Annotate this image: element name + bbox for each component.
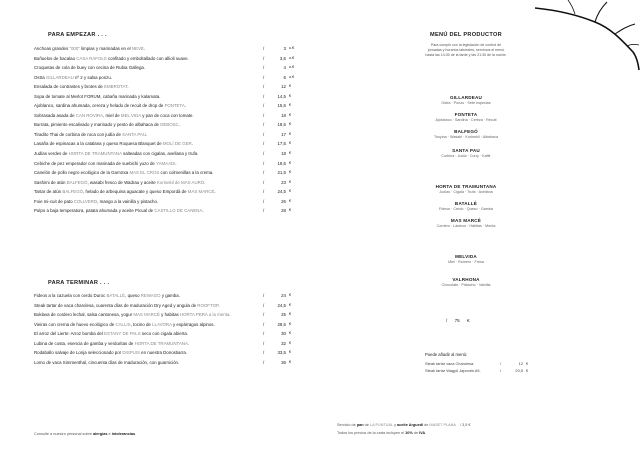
menu-item-currency: €: [289, 189, 292, 194]
menu-item: Vieiras con crema de huevo ecológico de CALLIS, tocino de LLAVORA y espárragos alpinos. / 28,5 €: [34, 320, 290, 330]
producer-horta-de-tramuntana: [412, 184, 520, 195]
menu-item-currency: €: [289, 131, 292, 136]
menu-item: Judías verdes de HORTA DE TRAMUNTANA salteadas con cigalas, avellana y trufa. / 18 €: [34, 149, 290, 159]
producer-menu-intro-1: Para cumplir con la legislación de control de: [430, 43, 502, 47]
menu-item-name: Cebiche de pez emperador con marinada de suebichi yuzo de YAMAADI.: [34, 160, 177, 166]
menu-item-currency: €: [289, 208, 292, 213]
menu-item: Croquetas de cola de buey con cecina de Rubia Gallega. / 4 u.€: [34, 63, 290, 73]
producer-desc: Chocolate · Pistacho · Vainilla: [441, 283, 491, 287]
addon-wagyu: Steak tartar Wagyū Japonés A5. / 20,5 €: [425, 368, 529, 373]
menu-item: Tartar de atún BALFEGÓ, helado de arbequina aguacate y queso Empordà de MAS MARCÉ. / 24,5 €: [34, 187, 290, 197]
addon-currency: €: [526, 361, 529, 366]
menu-item: Lomo de vaca Simmenthal, cincuenta días de maduración, con guarnición. / 36 €: [34, 358, 290, 368]
menu-item-currency: €: [289, 84, 292, 89]
starters-title: PARA EMPEZAR . . .: [48, 32, 107, 38]
menu-item-price: 14,5: [277, 93, 286, 99]
producer-desc: Ajoblanco · Sardina · Cereza · Recuit: [435, 118, 497, 122]
menu-item-price: 33,5: [277, 350, 286, 356]
menu-item-price: 28: [281, 208, 286, 214]
menu-item-name: Foie mi-cuit de pato COLLVERD, mango a la vainilla y pistacho.: [34, 198, 159, 204]
menu-item-currency: €: [289, 321, 292, 326]
menu-item: Fideos a la cazuela con cerdo Duroc BATALLÉ, queso REWAGO y gamba. / 24 €: [34, 291, 290, 301]
addon-price: 12: [518, 361, 523, 366]
menu-item-name: Tiradito Thai de corbina de roca con judía de SANTA PAU.: [34, 131, 148, 137]
menu-item-name: Pulpo a baja temperatura, patata ahumada y aceite Picual de CASTILLO DE CANENA.: [34, 208, 204, 214]
menu-item: Cebiche de pez emperador con marinada de suebichi yuzo de YAMAADI. / 19,5 €: [34, 159, 290, 169]
menu-item-price: 12: [281, 84, 286, 90]
menu-item: Lubina de costa, esencia de gamba y verduritas de HORTA DE TRAMUNTANA. / 32 €: [34, 339, 290, 349]
menu-item-price: 36: [281, 359, 286, 365]
menu-item-price: 6: [283, 74, 286, 80]
producer-desc: Corbina · Judía · Curry · Kaffir: [441, 154, 491, 158]
menu-price-value: 75: [454, 318, 460, 323]
addon-name: Steak tartar vaca Charolesa.: [425, 361, 475, 366]
producer-menu-intro-3: hasta las 14:30 de la tarde y las 21:30 de la noche.: [425, 53, 507, 57]
menu-item: Pulpo a baja temperatura, patata ahumada y aceite Picual de CASTILLO DE CANENA. / 28 €: [34, 206, 290, 216]
vat-note: Todos los precios de la carta incluyen el 10% de IVA.: [337, 431, 427, 435]
menu-item-price: 28,5: [277, 321, 286, 327]
menu-item-currency: u.€: [289, 46, 295, 50]
menu-item: Burrata, pimiento escalivado y marinado y pesto de albahaca de DEBOSC. / 18,5 €: [34, 120, 290, 130]
menu-item-name: Lasaña de espinacas a la catalana y queso Roquesa Blanquet de MOLÍ DE GER.: [34, 141, 193, 147]
menu-item: El arroz del Lierte: Arroz bomba del ESTANY DE PALS seco con cigala abierta. / 30 €: [34, 329, 290, 339]
menu-item-price: 23: [281, 179, 286, 185]
menu-item-price: 19,5: [277, 160, 286, 166]
producer-name: HORTA DE TRAMUNTANA: [435, 184, 497, 189]
producer-menu-header: [412, 32, 520, 58]
menu-item: Steak tartar de vaca charolesa, cuarenta días de maduración Dry Aged y angula de ROOFTOP. / 24,5 €: [34, 301, 290, 311]
menu-item-price: 18: [281, 151, 286, 157]
menu-item-currency: €: [289, 293, 292, 297]
menu-price-currency: €: [466, 318, 470, 323]
menu-item-price: 32: [281, 340, 286, 346]
menu-item-name: Vieiras con crema de huevo ecológico de CALLIS, tocino de LLAVORA y espárragos alpinos.: [34, 321, 215, 327]
menu-item-currency: €: [289, 151, 292, 156]
menu-item-currency: €: [289, 103, 292, 108]
menu-item-name: Canelón de pollo negro ecológico de la Garrotxa MAS EL CROS con colmenillas a la crema.: [34, 170, 214, 176]
allergy-note: Consulte a nuestro personal sobre alergias e intolerancias.: [34, 432, 137, 436]
menu-item-name: Sobrasada asada de CAN ROVIRA, miel de MEL VIDA y pan de coca con tomate.: [34, 112, 194, 118]
menu-item-currency: €: [289, 170, 292, 175]
menu-item-price: 24,5: [277, 302, 286, 308]
menu-item-price: 3: [283, 46, 286, 51]
menu-item-name: El arroz del Lierte: Arroz bomba del ESTANY DE PALS seco con cigala abierta.: [34, 331, 189, 337]
producer-name: GILLARDEAU: [449, 95, 483, 100]
menu-item: Sashimi de atún BALFEGÓ, wasabi fresco de Wadrau y aceite Korinekil de MAS AURÓ. / 23 €: [34, 178, 290, 188]
producer-santa-pau: [412, 148, 520, 159]
producer-desc: Tonyina · Wasabi · Korinekil · Albahaca: [433, 135, 498, 139]
menu-item: Anchoas grandes "000" limpias y marinadas en el NEVE. / 3 u.€: [34, 44, 290, 54]
menu-item-price: 25: [281, 312, 286, 318]
producer-batalle: [412, 201, 520, 212]
menu-item-currency: €: [289, 331, 292, 336]
menu-item-name: Fideos a la cazuela con cerdo Duroc BATALLÉ, queso REWAGO y gamba.: [34, 293, 180, 298]
addon-price: 20,5: [515, 368, 523, 373]
menu-item-name: Lubina de costa, esencia de gamba y verduritas de HORTA DE TRAMUNTANA.: [34, 340, 190, 346]
menu-item: Ajoblanco, sardina ahumada, cereza y helado de recuit de drop de FONTETA. / 15,5 €: [34, 101, 290, 111]
producer-name: MAS MARCÉ: [450, 218, 482, 223]
menu-item-currency: €: [289, 198, 292, 203]
menu-item-currency: u.€: [289, 74, 295, 79]
producer-menu-intro-2: jornadas y horarios laborales, servimos el menú: [427, 48, 505, 52]
producer-menu-title: MENÚ DEL PRODUCTOR: [429, 32, 502, 38]
addon-charolesa: Steak tartar vaca Charolesa. / 12 €: [425, 361, 529, 366]
menu-item-name: Boklava de cordero lechal, salsa cantonesa, yogur MAS MARCÉ y habitas HORTA PERA a la menta.: [34, 312, 231, 318]
producer-name: BALFEGÓ: [454, 129, 478, 134]
addon-currency: €: [526, 368, 529, 373]
menu-item-currency: €: [289, 112, 292, 117]
producer-fonteta: [412, 112, 520, 123]
menu-item-currency: €: [289, 141, 292, 146]
producer-desc: Miel · Romero · Fresa: [448, 260, 484, 264]
producer-desc: Fideos · Cerdo · Queso · Gamba: [439, 207, 493, 211]
menu-item-name: Lomo de vaca Simmenthal, cincuenta días de maduración, con guarnición.: [34, 359, 180, 365]
menu-item-currency: €: [289, 93, 292, 98]
menu-item: Sobrasada asada de CAN ROVIRA, miel de MEL VIDA y pan de coca con tomate. / 18 €: [34, 111, 290, 121]
menu-item-currency: u.€: [289, 55, 295, 60]
tree-branch-illustration: [535, 0, 640, 75]
menu-item-name: Rodaballo salvaje de Lonja seleccionado por DISPUIS en nuestra Donostiarra.: [34, 350, 188, 356]
menu-item-name: Buñuelos de bacalao CASA RÀFOLS confitado y emboltallado con allioli suave.: [34, 55, 189, 61]
mains-list: [34, 291, 290, 367]
menu-item-currency: €: [289, 122, 292, 127]
menu-item-name: Ajoblanco, sardina ahumada, cereza y helado de recuit de drop de FONTETA.: [34, 103, 186, 109]
menu-item: Ensalada de contrastes y brotes de EMBROTAT. / 12 €: [34, 82, 290, 92]
menu-item: Boklava de cordero lechal, salsa cantonesa, yogur MAS MARCÉ y habitas HORTA PERA a la menta. / 25 €: [34, 310, 290, 320]
menu-item: Buñuelos de bacalao CASA RÀFOLS confitado y emboltallado con allioli suave. / 3,5 u.€: [34, 54, 290, 64]
menu-item-currency: €: [289, 340, 292, 345]
producer-balfego: [412, 129, 520, 140]
menu-item: Ostra GILLARDEAU nº 2 y salsa ponzu. / 6 u.€: [34, 73, 290, 83]
menu-item-name: Steak tartar de vaca charolesa, cuarenta días de maduración Dry Aged y angula de ROOFTOP.: [34, 302, 220, 308]
producer-mas-marce: [412, 218, 520, 229]
addon-name: Steak tartar Wagyū Japonés A5.: [425, 368, 481, 373]
producer-valrhona: [412, 277, 520, 288]
menu-item-price: 17,5: [277, 141, 286, 147]
menu-item-name: Ensalada de contrastes y brotes de EMBROTAT.: [34, 84, 129, 90]
menu-item-price: 18: [281, 112, 286, 118]
menu-item-name: Sashimi de atún BALFEGÓ, wasabi fresco de Wadrau y aceite Korinekil de MAS AURÓ.: [34, 179, 206, 185]
menu-item-price: 24: [281, 293, 286, 298]
producer-name: MELVIDA: [455, 254, 477, 259]
producer-gillardeau: [412, 95, 520, 106]
menu-item: Lasaña de espinacas a la catalana y queso Roquesa Blanquet de MOLÍ DE GER. / 17,5 €: [34, 139, 290, 149]
menu-item: Sopa de tomate al Merlot FORUM, cabaña marinada y kalamata. / 14,5 €: [34, 92, 290, 102]
producer-desc: Judías · Cigala · Trufa · Avellana: [439, 190, 493, 194]
bread-service-note: Servicio de pan de LA PUNTUAL y aceite Arguedl de MASET PLANA / 3,5 €: [337, 423, 471, 427]
menu-item-price: 26: [281, 198, 286, 204]
menu-item-price: 3,5: [279, 55, 286, 61]
menu-item: Canelón de pollo negro ecológico de la Garrotxa MAS EL CROS con colmenillas a la crema. / 21,5 €: [34, 168, 290, 178]
menu-item-price: 18,5: [277, 122, 286, 128]
menu-item: Rodaballo salvaje de Lonja seleccionado por DISPUIS en nuestra Donostiarra. / 33,5 €: [34, 348, 290, 358]
mains-title: PARA TERMINAR . . .: [48, 280, 110, 286]
menu-item-name: Burrata, pimiento escalivado y marinado y pesto de albahaca de DEBOSC.: [34, 122, 180, 128]
menu-item-price: 17: [281, 131, 286, 137]
menu-item-name: Sopa de tomate al Merlot FORUM, cabaña marinada y kalamata.: [34, 93, 161, 99]
menu-item-price: 24,5: [277, 189, 286, 195]
menu-item-currency: €: [289, 350, 292, 355]
menu-item-currency: €: [289, 179, 292, 184]
producer-menu-price: / 75 €: [446, 318, 470, 323]
menu-item-price: 4: [283, 65, 286, 71]
menu-item-name: Ostra GILLARDEAU nº 2 y salsa ponzu.: [34, 74, 113, 80]
menu-item-currency: u.€: [289, 65, 295, 70]
menu-item-price: 21,5: [277, 170, 286, 176]
producer-desc: Ostra · Ponzu · Sete especias: [441, 101, 491, 105]
menu-item-currency: €: [289, 312, 292, 317]
menu-item-currency: €: [289, 160, 292, 165]
menu-item-name: Croquetas de cola de buey con cecina de Rubia Gallega.: [34, 65, 146, 71]
menu-item: Tiradito Thai de corbina de roca con judía de SANTA PAU. / 17 €: [34, 130, 290, 140]
menu-item-currency: €: [289, 302, 292, 307]
menu-item-name: Tartar de atún BALFEGÓ, helado de arbequina aguacate y queso Empordà de MAS MARCÉ.: [34, 189, 216, 195]
producer-desc: Cordero · Lácteos · Habitas · Menta: [436, 224, 496, 228]
producer-name: BATALLÉ: [454, 201, 478, 206]
producer-melvida: [412, 254, 520, 265]
starters-list: [34, 44, 295, 216]
addon-title: Puede añadir al menú:: [425, 352, 468, 357]
menu-item: Foie mi-cuit de pato COLLVERD, mango a la vainilla y pistacho. / 26 €: [34, 197, 290, 207]
menu-item-name: Judías verdes de HORTA DE TRAMUNTANA salteadas con cigalas, avellana y trufa.: [34, 151, 199, 157]
menu-item-currency: €: [289, 359, 292, 364]
producer-name: SANTA PAU: [452, 148, 480, 153]
producer-name: VALRHONA: [452, 277, 480, 282]
producer-name: FONTETA: [454, 112, 478, 117]
menu-item-price: 15,5: [277, 103, 286, 109]
menu-item-name: Anchoas grandes "000" limpias y marinadas en el NEVE.: [34, 46, 146, 51]
menu-item-price: 30: [281, 331, 286, 337]
